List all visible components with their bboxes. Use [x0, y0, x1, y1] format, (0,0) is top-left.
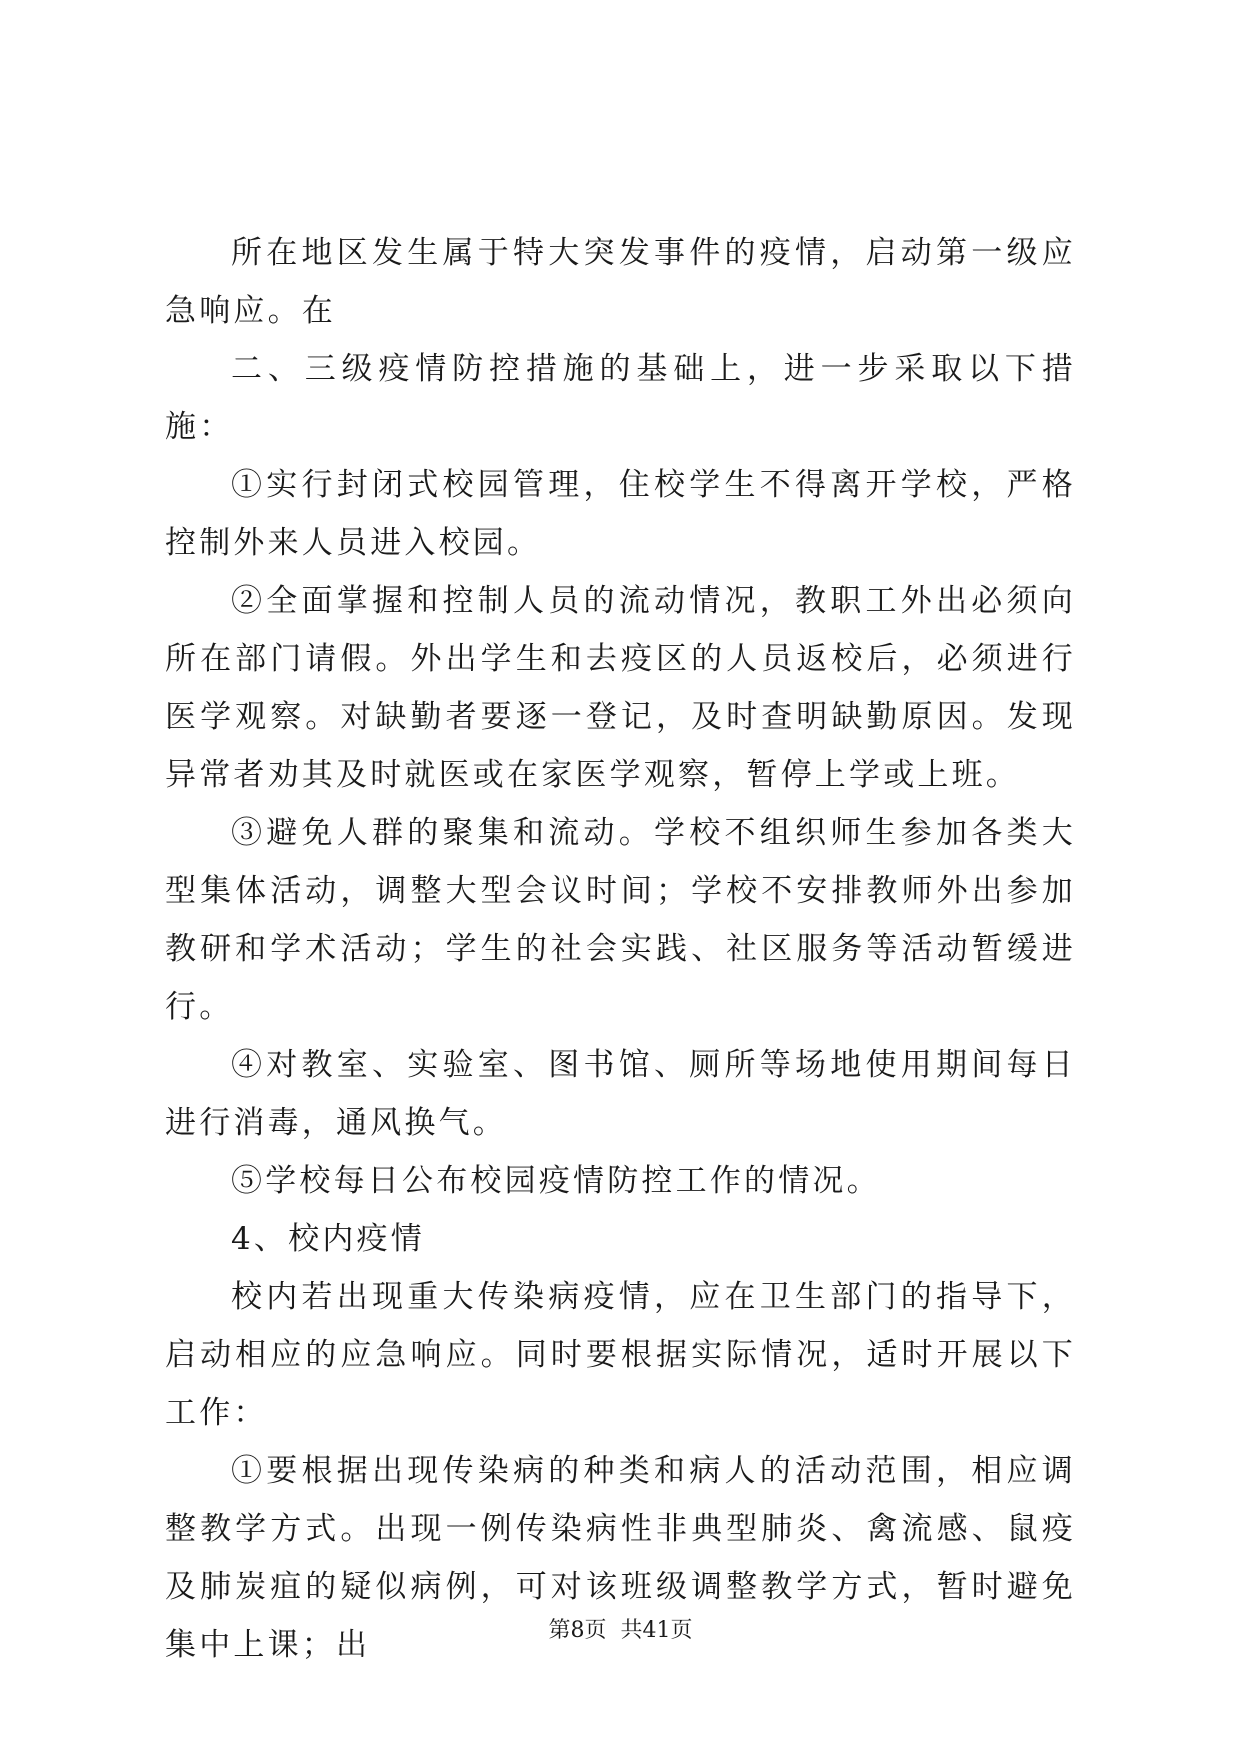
paragraph: ④对教室、实验室、图书馆、厕所等场地使用期间每日进行消毒，通风换气。	[165, 1047, 1076, 1141]
paragraph: ①实行封闭式校园管理，住校学生不得离开学校，严格控制外来人员进入校园。	[165, 467, 1076, 561]
page-total: 共41页	[620, 1618, 693, 1643]
page-footer	[0, 1616, 1241, 1646]
page-number: 第8页	[548, 1618, 607, 1643]
paragraph: 校内若出现重大传染病疫情，应在卫生部门的指导下，启动相应的应急响应。同时要根据实际情况，适时开展以下工作：	[165, 1279, 1076, 1431]
paragraph: 二、三级疫情防控措施的基础上，进一步采取以下措施：	[165, 351, 1076, 445]
paragraph: ①要根据出现传染病的种类和病人的活动范围，相应调整教学方式。出现一例传染病性非典型肺炎、禽流感、鼠疫及肺炭疽的疑似病例，可对该班级调整教学方式，暂时避免集中上课；出	[165, 1453, 1076, 1663]
paragraph: ②全面掌握和控制人员的流动情况，教职工外出必须向所在部门请假。外出学生和去疫区的人员返校后，必须进行医学观察。对缺勤者要逐一登记，及时查明缺勤原因。发现异常者劝其及时就医或在家医学观察，暂停上学或上班。	[165, 583, 1076, 793]
paragraph: ③避免人群的聚集和流动。学校不组织师生参加各类大型集体活动，调整大型会议时间；学校不安排教师外出参加教研和学术活动；学生的社会实践、社区服务等活动暂缓进行。	[165, 815, 1076, 1025]
paragraph: ⑤学校每日公布校园疫情防控工作的情况。	[231, 1163, 881, 1199]
paragraph: 所在地区发生属于特大突发事件的疫情，启动第一级应急响应。在	[165, 235, 1076, 329]
section-heading: 4、校内疫情	[231, 1221, 425, 1257]
document-body	[165, 224, 1076, 1674]
